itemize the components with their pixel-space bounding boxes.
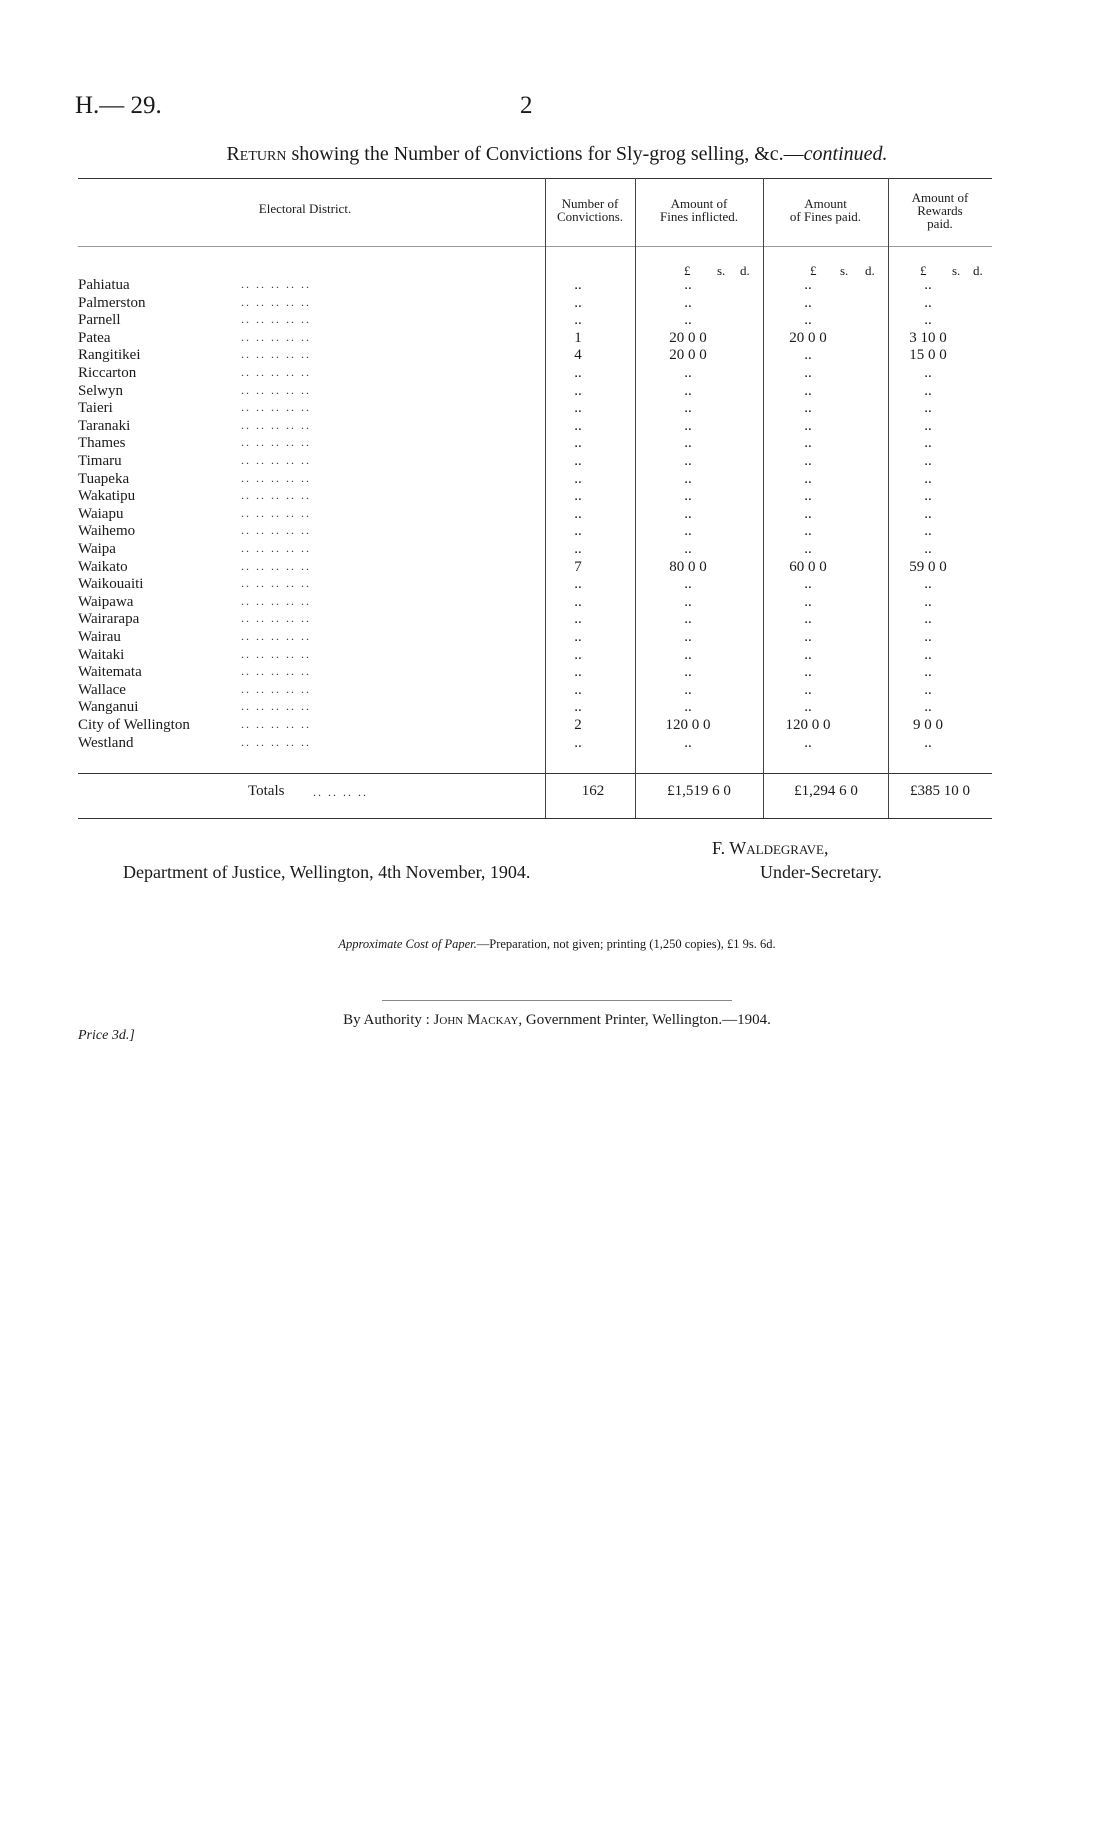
column-heading-district: Electoral District. [258, 201, 352, 216]
totals-top-rule [78, 773, 992, 774]
convictions-value: .. [574, 488, 582, 505]
rewards-value: .. [924, 699, 932, 716]
footer-rule [382, 1000, 732, 1001]
district-name: Pahiatua [78, 277, 130, 293]
district-name: Tuapeka [78, 470, 130, 487]
fines-inflicted-value: .. [684, 505, 692, 522]
rewards-value: .. [924, 382, 932, 399]
fines-inflicted-value: .. [684, 664, 692, 681]
signatory-name [712, 838, 829, 859]
convictions-value: .. [574, 699, 582, 716]
rewards-value: .. [924, 470, 932, 487]
leader-dots: .. .. .. .. .. [241, 453, 311, 467]
table-row [78, 400, 998, 418]
rewards-value: .. [924, 646, 932, 663]
district-name: Wakatipu [78, 488, 136, 505]
district-name: Wairarapa [78, 611, 140, 628]
page-number: 2 [520, 92, 533, 119]
signatory-name-text: F. Waldegrave, [712, 838, 829, 858]
district-name: Wairau [78, 629, 121, 645]
document-code: H.— 29. [75, 92, 162, 119]
table-row [78, 523, 998, 541]
rewards-value: .. [924, 734, 932, 751]
unit-pound: £ [920, 263, 927, 278]
district-name: Parnell [78, 312, 121, 329]
table-bottom-rule [78, 818, 992, 819]
district-name: Taieri [78, 400, 113, 417]
fines-inflicted-value: .. [684, 681, 692, 698]
convictions-value: .. [574, 453, 582, 469]
convictions-value: .. [574, 400, 582, 417]
leader-dots: .. .. .. .. .. [241, 329, 311, 344]
leader-dots: .. .. .. .. .. [241, 312, 311, 327]
title-continued: continued. [803, 143, 888, 165]
fines-paid-value: .. [804, 734, 812, 751]
table-row [78, 647, 998, 665]
convictions-value: .. [574, 365, 582, 381]
district-name: Wallace [78, 681, 126, 698]
table-row [78, 365, 998, 383]
fines-inflicted-value: .. [684, 470, 692, 487]
rewards-value: .. [924, 277, 932, 293]
rewards-value: 3 10 0 [909, 329, 947, 346]
district-name: Selwyn [78, 382, 123, 399]
fines-inflicted-value: .. [684, 277, 692, 293]
district-name: Taranaki [78, 417, 131, 434]
table-row [78, 488, 998, 506]
convictions-value: .. [574, 382, 582, 399]
leader-dots: .. .. .. .. .. [241, 646, 311, 661]
district-name: Riccarton [78, 365, 137, 381]
fines-paid-value: .. [804, 646, 812, 663]
heading-line: Amount of [911, 190, 969, 205]
district-name: Waikouaiti [78, 576, 144, 593]
heading-line: Amount [804, 196, 847, 211]
rewards-value: .. [924, 611, 932, 628]
authority-rest: , Government Printer, Wellington.—1904. [518, 1012, 771, 1028]
heading-line: of Fines paid. [789, 209, 862, 224]
fines-paid-value: .. [804, 629, 812, 645]
column-heading-fines-paid [763, 197, 888, 223]
fines-inflicted-value: .. [684, 699, 692, 716]
table-row [78, 717, 998, 735]
table-row [78, 611, 998, 629]
fines-paid-value: .. [804, 453, 812, 469]
leader-dots: .. .. .. .. .. [241, 664, 311, 679]
leader-dots: .. .. .. .. .. [241, 400, 311, 415]
fines-inflicted-value: .. [684, 417, 692, 434]
fines-paid-value: .. [804, 681, 812, 698]
fines-inflicted-value: .. [684, 365, 692, 381]
table-row [78, 347, 998, 365]
rewards-value: .. [924, 417, 932, 434]
table-row [78, 418, 998, 436]
district-name: Waitemata [78, 664, 142, 681]
totals-leader-dots: .. .. .. .. [313, 785, 368, 799]
leader-dots: .. .. .. .. .. [241, 488, 311, 503]
leader-dots: .. .. .. .. .. [241, 294, 311, 309]
fines-paid-value: .. [804, 417, 812, 434]
fines-inflicted-value: .. [684, 382, 692, 399]
heading-line: Number of [561, 196, 619, 211]
convictions-value: 4 [574, 347, 582, 364]
convictions-value: .. [574, 681, 582, 698]
fines-paid-value: .. [804, 505, 812, 522]
fines-paid-value: .. [804, 593, 812, 610]
table-row [78, 541, 998, 559]
unit-pence: d. [973, 263, 983, 278]
cost-text: —Preparation, not given; printing (1,250 copies), £1 9s. 6d. [476, 937, 776, 951]
table-row [78, 453, 998, 471]
leader-dots: .. .. .. .. .. [241, 611, 311, 626]
fines-paid-value: .. [804, 277, 812, 293]
fines-inflicted-value: 120 0 0 [665, 717, 711, 733]
leader-dots: .. .. .. .. .. [241, 365, 311, 379]
convictions-value: .. [574, 277, 582, 293]
heading-line: Convictions. [556, 209, 624, 224]
convictions-value: .. [574, 312, 582, 329]
table-row [78, 735, 998, 753]
convictions-value: .. [574, 541, 582, 557]
fines-paid-value: .. [804, 488, 812, 505]
convictions-value: .. [574, 734, 582, 751]
totals-label: Totals [248, 783, 285, 799]
leader-dots: .. .. .. .. .. [241, 505, 311, 520]
fines-paid-value: .. [804, 541, 812, 557]
totals-fines-paid: £1,294 6 0 [794, 783, 858, 799]
district-name: Westland [78, 734, 134, 751]
heading-line: paid. [927, 216, 953, 231]
leader-dots: .. .. .. .. .. [241, 417, 311, 432]
unit-shillings: s. [952, 263, 961, 278]
rewards-value: .. [924, 523, 932, 540]
convictions-value: .. [574, 435, 582, 452]
convictions-value: .. [574, 576, 582, 593]
leader-dots: .. .. .. .. .. [241, 699, 311, 714]
heading-line: Amount of [670, 196, 728, 211]
fines-paid-value: .. [804, 435, 812, 452]
convictions-value: .. [574, 505, 582, 522]
convictions-value: .. [574, 470, 582, 487]
rewards-value: .. [924, 400, 932, 417]
fines-paid-value: .. [804, 664, 812, 681]
district-name: Waipa [78, 541, 116, 557]
unit-pound: £ [684, 263, 691, 278]
title-rest: showing the Number of Convictions for Sly-grog selling, &c.— [286, 143, 804, 165]
district-name: City of Wellington [78, 717, 190, 733]
district-name: Waihemo [78, 523, 136, 540]
leader-dots: .. .. .. .. .. [241, 523, 311, 538]
table-row [78, 312, 998, 330]
rewards-value: 15 0 0 [909, 347, 947, 364]
column-heading-fines-inflicted [635, 197, 763, 223]
district-name: Timaru [78, 453, 122, 469]
fines-inflicted-value: .. [684, 435, 692, 452]
convictions-value: .. [574, 593, 582, 610]
title-lead: Return [226, 143, 287, 165]
cost-of-paper [0, 937, 1114, 952]
district-name: Waitaki [78, 646, 125, 663]
fines-paid-value: .. [804, 382, 812, 399]
leader-dots: .. .. .. .. .. [241, 558, 311, 573]
table-row [78, 664, 998, 682]
fines-inflicted-value: .. [684, 488, 692, 505]
fines-inflicted-value: .. [684, 312, 692, 329]
fines-inflicted-value: .. [684, 611, 692, 628]
fines-paid-value: .. [804, 576, 812, 593]
leader-dots: .. .. .. .. .. [241, 681, 311, 696]
fines-paid-value: .. [804, 400, 812, 417]
header-bottom-rule [78, 246, 992, 247]
unit-pence: d. [865, 263, 875, 278]
leader-dots: .. .. .. .. .. [241, 576, 311, 591]
district-name: Rangitikei [78, 347, 141, 364]
department-line: Department of Justice, Wellington, 4th November, 1904. [123, 862, 531, 882]
district-name: Thames [78, 435, 126, 452]
leader-dots: .. .. .. .. .. [241, 470, 311, 485]
rewards-value: .. [924, 541, 932, 557]
rewards-value: .. [924, 453, 932, 469]
unit-shillings: s. [717, 263, 726, 278]
rewards-value: .. [924, 294, 932, 311]
table-row [78, 559, 998, 577]
district-name: Patea [78, 329, 111, 346]
fines-inflicted-value: 80 0 0 [669, 558, 707, 575]
cost-label: Approximate Cost of Paper. [338, 937, 477, 951]
convictions-value: .. [574, 646, 582, 663]
heading-line: Fines inflicted. [660, 209, 738, 224]
fines-paid-value: .. [804, 699, 812, 716]
leader-dots: .. .. .. .. .. [241, 717, 311, 731]
heading-line: Rewards [917, 203, 963, 218]
totals-rewards: £385 10 0 [910, 783, 970, 799]
fines-paid-value: 120 0 0 [785, 717, 831, 733]
fines-paid-value: 20 0 0 [789, 329, 827, 346]
table-row [78, 506, 998, 524]
district-name: Waikato [78, 558, 128, 575]
fines-paid-value: .. [804, 347, 812, 364]
signatory-title: Under-Secretary. [760, 862, 882, 882]
fines-paid-value: 60 0 0 [789, 558, 827, 575]
rewards-value: .. [924, 593, 932, 610]
fines-inflicted-value: .. [684, 541, 692, 557]
fines-inflicted-value: 20 0 0 [669, 347, 707, 364]
rewards-value: .. [924, 681, 932, 698]
fines-inflicted-value: 20 0 0 [669, 329, 707, 346]
fines-paid-value: .. [804, 523, 812, 540]
column-heading-convictions [545, 197, 635, 223]
fines-inflicted-value: .. [684, 453, 692, 469]
price: Price 3d.] [78, 1028, 135, 1043]
fines-inflicted-value: .. [684, 734, 692, 751]
table-row [78, 383, 998, 401]
table-row [78, 629, 998, 647]
convictions-value: .. [574, 417, 582, 434]
unit-pound: £ [810, 263, 817, 278]
table-row [78, 277, 998, 295]
table-row [78, 295, 998, 313]
printer-name: John Mackay [433, 1012, 519, 1028]
leader-dots: .. .. .. .. .. [241, 382, 311, 397]
convictions-value: .. [574, 294, 582, 311]
column-heading-rewards [888, 191, 992, 230]
table-row [78, 576, 998, 594]
district-name: Waiapu [78, 505, 124, 522]
printer-authority [0, 1012, 1114, 1029]
leader-dots: .. .. .. .. .. [241, 541, 311, 555]
rewards-value: .. [924, 312, 932, 329]
table-row [78, 435, 998, 453]
leader-dots: .. .. .. .. .. [241, 734, 311, 749]
convictions-value: 2 [574, 717, 582, 733]
rewards-value: .. [924, 629, 932, 645]
table-row [78, 699, 998, 717]
unit-pence: d. [740, 263, 750, 278]
table-row [78, 330, 998, 348]
convictions-value: 1 [574, 329, 582, 346]
rewards-value: 9 0 0 [913, 717, 943, 733]
totals-convictions: 162 [581, 783, 605, 799]
convictions-value: 7 [574, 558, 582, 575]
table-row [78, 471, 998, 489]
fines-paid-value: .. [804, 294, 812, 311]
rewards-value: .. [924, 435, 932, 452]
unit-shillings: s. [840, 263, 849, 278]
fines-paid-value: .. [804, 312, 812, 329]
district-name: Waipawa [78, 593, 134, 610]
fines-inflicted-value: .. [684, 576, 692, 593]
rewards-value: .. [924, 488, 932, 505]
convictions-value: .. [574, 629, 582, 645]
convictions-value: .. [574, 664, 582, 681]
fines-paid-value: .. [804, 611, 812, 628]
rewards-value: .. [924, 664, 932, 681]
fines-paid-value: .. [804, 365, 812, 381]
fines-inflicted-value: .. [684, 629, 692, 645]
district-name: Wanganui [78, 699, 139, 716]
fines-inflicted-value: .. [684, 646, 692, 663]
fines-inflicted-value: .. [684, 593, 692, 610]
table-row [78, 682, 998, 700]
totals-fines-inflicted: £1,519 6 0 [667, 783, 731, 799]
rewards-value: .. [924, 365, 932, 381]
fines-inflicted-value: .. [684, 400, 692, 417]
leader-dots: .. .. .. .. .. [241, 435, 311, 450]
rewards-value: .. [924, 505, 932, 522]
rewards-value: 59 0 0 [909, 558, 947, 575]
return-title [0, 143, 1114, 166]
fines-inflicted-value: .. [684, 523, 692, 540]
district-name: Palmerston [78, 294, 146, 311]
convictions-value: .. [574, 523, 582, 540]
authority-lead: By Authority : [343, 1012, 434, 1028]
convictions-value: .. [574, 611, 582, 628]
fines-paid-value: .. [804, 470, 812, 487]
leader-dots: .. .. .. .. .. [241, 593, 311, 608]
leader-dots: .. .. .. .. .. [241, 629, 311, 643]
table-top-rule [78, 178, 992, 179]
leader-dots: .. .. .. .. .. [241, 277, 311, 291]
rewards-value: .. [924, 576, 932, 593]
table-row [78, 594, 998, 612]
fines-inflicted-value: .. [684, 294, 692, 311]
leader-dots: .. .. .. .. .. [241, 347, 311, 362]
